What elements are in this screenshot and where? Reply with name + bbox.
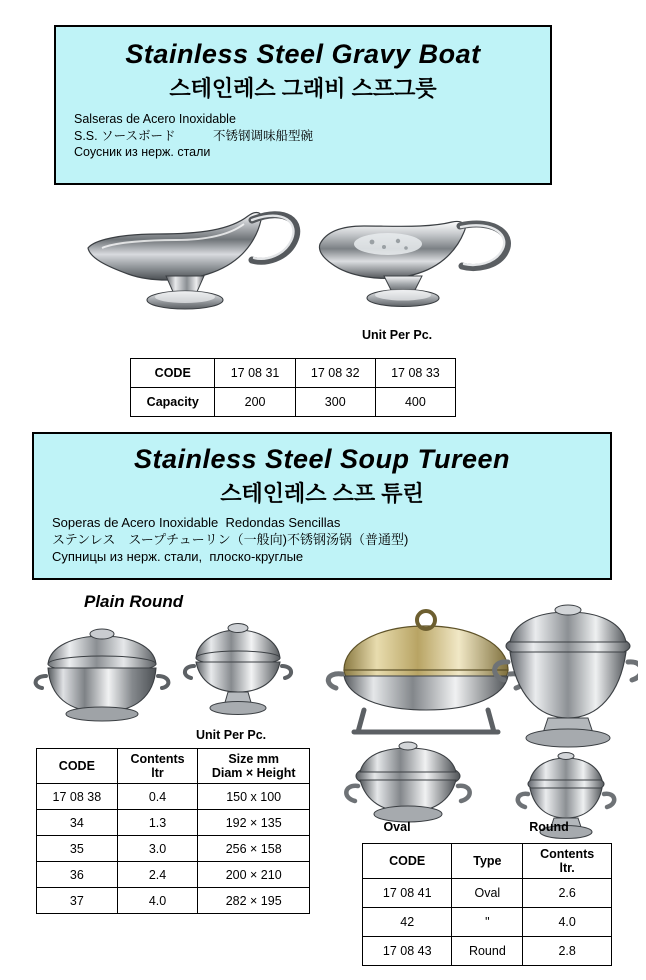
round-row-1-code: 34 <box>37 810 118 836</box>
oval-row-1-type: " <box>452 908 523 937</box>
gravy-boat-unit-caption: Unit Per Pc. <box>362 328 433 342</box>
soup-tureen-title: Stainless Steel Soup Tureen <box>133 444 511 474</box>
soup-tureen-title-korean: 스테인레스 스프 튜린 <box>220 481 424 506</box>
table-row <box>363 908 612 937</box>
oval-row-0-code: 17 08 41 <box>363 879 452 908</box>
gravy-boat-title: Stainless Steel Gravy Boat <box>125 39 481 69</box>
gravy-boat-translations <box>70 111 536 161</box>
oval-row-2-code: 17 08 43 <box>363 937 452 966</box>
round-row-2-contents: 3.0 <box>117 836 198 862</box>
oval-round-spec-table <box>362 843 612 966</box>
round-row-1-size: 192 × 135 <box>198 810 310 836</box>
round-figure-caption: Round <box>529 820 569 834</box>
table-row <box>37 888 310 914</box>
oval-row-0-contents: 2.6 <box>523 879 612 908</box>
round-header-contents <box>117 749 198 784</box>
oval-header-contents <box>523 844 612 879</box>
oval-row-0-type: Oval <box>452 879 523 908</box>
round-header-size-line2: Diam × Height <box>211 766 296 780</box>
oval-row-1-code: 42 <box>363 908 452 937</box>
table-row <box>37 862 310 888</box>
table-row <box>37 810 310 836</box>
table-header-row <box>37 749 310 784</box>
soup-tureen-translation-es: Soperas de Acero Inoxidable Redondas Sencillas <box>52 515 341 530</box>
oval-row-2-contents: 2.8 <box>523 937 612 966</box>
soup-tureen-unit-caption: Unit Per Pc. <box>196 728 267 742</box>
plain-round-label: Plain Round <box>84 592 184 611</box>
gravy-boat-title-korean: 스테인레스 그래비 스프그릇 <box>169 76 437 101</box>
gravy-capacity-label: Capacity <box>131 388 215 417</box>
table-row <box>363 879 612 908</box>
table-row <box>131 388 456 417</box>
gravy-boat-translation-ru: Соусник из нерж. стали <box>74 145 211 159</box>
oval-row-1-contents: 4.0 <box>523 908 612 937</box>
gravy-boat-product-image-right <box>310 192 550 322</box>
gravy-boat-translation-es: Salseras de Acero Inoxidable <box>74 112 236 126</box>
round-row-1-contents: 1.3 <box>117 810 198 836</box>
oval-header-type: Type <box>452 844 523 879</box>
table-row <box>131 359 456 388</box>
gravy-code-1: 17 08 31 <box>215 359 295 388</box>
oval-row-2-type: Round <box>452 937 523 966</box>
round-row-3-code: 36 <box>37 862 118 888</box>
soup-tureen-translation-ja-zh: ステンレス スープチューリン（一般向)不锈钢汤锅（普通型) <box>52 532 409 548</box>
round-row-2-size: 256 × 158 <box>198 836 310 862</box>
oval-figure-caption: Oval <box>383 820 411 834</box>
gravy-capacity-1: 200 <box>215 388 295 417</box>
round-header-contents-line1: Contents <box>130 752 185 766</box>
oval-header-contents-line1: Contents <box>540 847 595 861</box>
oval-header-code: CODE <box>363 844 452 879</box>
round-row-2-code: 35 <box>37 836 118 862</box>
round-header-size-line1: Size mm <box>228 752 280 766</box>
round-row-3-size: 200 × 210 <box>198 862 310 888</box>
round-row-0-size: 150 x 100 <box>198 784 310 810</box>
soup-tureen-plain-round-image-left <box>28 622 178 737</box>
round-row-3-contents: 2.4 <box>117 862 198 888</box>
soup-tureen-plain-round-image-right <box>178 618 298 733</box>
gravy-code-2: 17 08 32 <box>295 359 375 388</box>
table-row <box>37 836 310 862</box>
gravy-boat-product-image-left <box>80 190 330 325</box>
gravy-code-3: 17 08 33 <box>375 359 455 388</box>
oval-header-contents-line2: ltr. <box>559 861 575 875</box>
gravy-code-label: CODE <box>131 359 215 388</box>
gravy-capacity-2: 300 <box>295 388 375 417</box>
round-row-0-contents: 0.4 <box>117 784 198 810</box>
gravy-boat-banner <box>54 25 552 185</box>
soup-tureen-oval-round-image <box>318 600 638 855</box>
round-row-4-code: 37 <box>37 888 118 914</box>
round-header-code: CODE <box>37 749 118 784</box>
gravy-capacity-3: 400 <box>375 388 455 417</box>
soup-tureen-banner <box>32 432 612 580</box>
table-row <box>37 784 310 810</box>
gravy-boat-spec-table <box>130 358 456 417</box>
soup-tureen-translations <box>46 514 598 565</box>
round-row-0-code: 17 08 38 <box>37 784 118 810</box>
round-row-4-contents: 4.0 <box>117 888 198 914</box>
table-row <box>363 937 612 966</box>
table-header-row <box>363 844 612 879</box>
round-header-contents-line2: ltr <box>151 766 164 780</box>
gravy-boat-translation-ja-zh: S.S. ソースボード 不锈钢调味船型碗 <box>74 128 313 143</box>
round-row-4-size: 282 × 195 <box>198 888 310 914</box>
soup-tureen-translation-ru: Супницы из нерж. стали, плоско-круглые <box>52 549 304 565</box>
plain-round-spec-table <box>36 748 310 914</box>
round-header-size <box>198 749 310 784</box>
